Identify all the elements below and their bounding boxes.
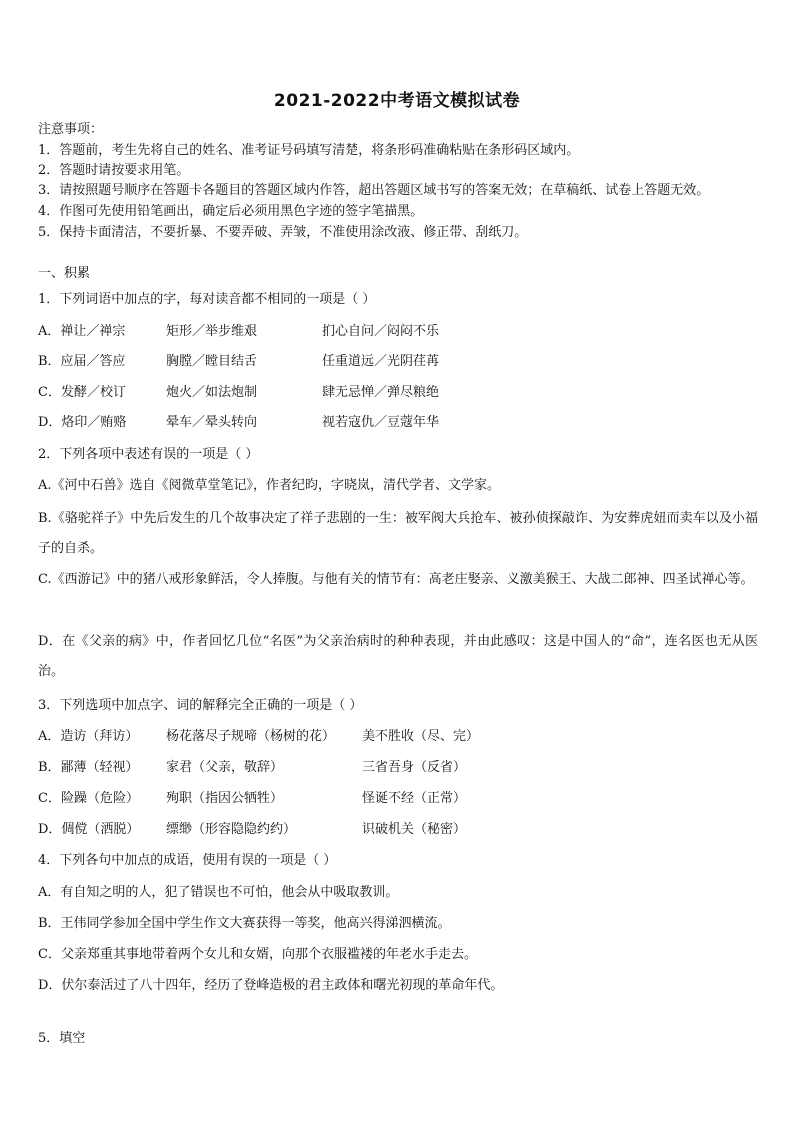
q3-option-a-col2: 杨花落尽子规啼（杨树的花） [166, 729, 336, 744]
q3-option-a-col1: A．造访（拜访） [38, 729, 139, 744]
notice-item-1: 1．答题前，考生先将自己的姓名、准考证号码填写清楚，将条形码准确粘贴在条形码区域内。 [38, 143, 580, 158]
q3-option-c-col2: 殉职（指因公牺牲） [166, 791, 284, 806]
q1-option-a-col2: 矩形／举步维艰 [166, 324, 258, 339]
notice-item-5: 5．保持卡面清洁，不要折暴、不要弄破、弄皱，不准使用涂改液、修正带、刮纸刀。 [38, 225, 528, 240]
q4-option-d: D．伏尔泰活过了八十四年，经历了登峰造极的君主政体和曙光初现的革命年代。 [38, 978, 504, 993]
q3-option-c-col3: 怪诞不经（正常） [362, 791, 467, 806]
q1-option-d-col1: D．烙印／贿赂 [38, 415, 127, 430]
q1-option-d-col2: 晕车／晕头转向 [166, 415, 258, 430]
q1-option-c-col2: 炮火／如法炮制 [166, 385, 258, 400]
q1-option-b-col3: 任重道远／光阴荏苒 [322, 354, 440, 369]
q4-option-c: C．父亲郑重其事地带着两个女儿和女婿，向那个衣服褴褛的年老水手走去。 [38, 947, 477, 962]
q3-option-d-col3: 识破机关（秘密） [362, 822, 467, 837]
notice-item-2: 2．答题时请按要求用笔。 [38, 163, 190, 178]
q3-option-c-col1: C．险躁（危险） [38, 791, 139, 806]
notice-item-4: 4．作图可先使用铅笔画出，确定后必须用黑色字迹的签字笔描黑。 [38, 204, 424, 219]
q2-option-d: D．在《父亲的病》中，作者回忆几位“名医”为父亲治病时的种种表现，并由此感叹：这是中国人的“命”，连名医也无从医治。 [38, 634, 758, 679]
q3-option-d-col2: 缥缈（形容隐隐约约） [166, 822, 297, 837]
q1-option-a-col3: 扪心自问／闷闷不乐 [322, 324, 440, 339]
question-4-stem: 4．下列各句中加点的成语，使用有误的一项是（ ） [38, 853, 337, 868]
q3-option-d-col1: D．倜傥（洒脱） [38, 822, 140, 837]
q2-option-a: A.《河中石兽》选自《阅微草堂笔记》，作者纪昀，字晓岚，清代学者、文学家。 [38, 478, 501, 493]
notice-item-3: 3．请按照题号顺序在答题卡各题目的答题区域内作答，超出答题区域书写的答案无效；在草稿纸、试卷上答题无效。 [38, 183, 710, 198]
q3-option-a-col3: 美不胜收（尽、完） [362, 729, 480, 744]
q2-option-b: B.《骆驼祥子》中先后发生的几个故事决定了祥子悲剧的一生：被军阀大兵抢车、被孙侦探敲诈、为安葬虎妞而卖车以及小福子的自杀。 [38, 511, 758, 556]
q1-option-a-col1: A．禅让／禅宗 [38, 324, 126, 339]
q1-option-c-col1: C．发酵／校订 [38, 385, 126, 400]
question-3-stem: 3．下列选项中加点字、词的解释完全正确的一项是（ ） [38, 698, 363, 713]
page-title: 2021-2022中考语文模拟试卷 [273, 91, 521, 111]
q3-option-b-col1: B．鄙薄（轻视） [38, 760, 139, 775]
q3-option-b-col2: 家君（父亲，敬辞） [166, 760, 284, 775]
q1-option-c-col3: 肆无忌惮／弹尽粮绝 [322, 385, 440, 400]
q1-option-d-col3: 视若寇仇／豆蔻年华 [322, 415, 440, 430]
question-5-stem: 5．填空 [38, 1031, 86, 1046]
question-1-stem: 1．下列词语中加点的字，每对读音都不相同的一项是（ ） [38, 292, 376, 307]
question-2-stem: 2．下列各项中表述有误的一项是（ ） [38, 447, 259, 462]
q1-option-b-col2: 胸膛／瞠目结舌 [166, 354, 258, 369]
q4-option-a: A．有自知之明的人，犯了错误也不可怕，他会从中吸取教训。 [38, 885, 399, 900]
q1-option-b-col1: B．应届／答应 [38, 354, 126, 369]
section-heading: 一、积累 [38, 266, 91, 281]
q4-option-b: B．王伟同学参加全国中学生作文大赛获得一等奖，他高兴得涕泗横流。 [38, 916, 451, 931]
notice-heading: 注意事项： [38, 122, 104, 137]
q2-option-c: C.《西游记》中的猪八戒形象鲜活，令人捧腹。与他有关的情节有：高老庄娶亲、义激美猴王、大战二郎神、四圣试禅心等。 [38, 572, 754, 587]
q3-option-b-col3: 三省吾身（反省） [362, 760, 467, 775]
